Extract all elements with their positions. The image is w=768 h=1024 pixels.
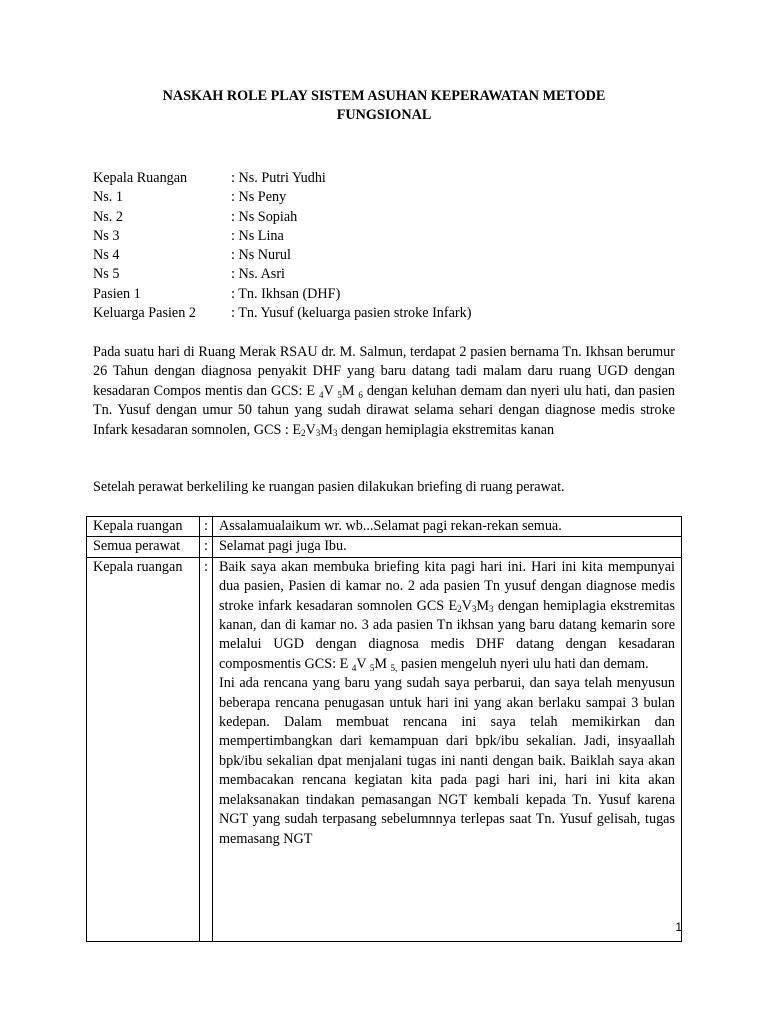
gcs-sub: 2 [457, 603, 462, 614]
dialog-row [87, 557, 682, 941]
page-number: 1 [675, 920, 682, 934]
cast-row [93, 285, 593, 304]
gcs-letter: M [320, 421, 333, 438]
cast-list [93, 169, 593, 323]
cast-row [93, 265, 593, 284]
speaker-cell: Kepala ruangan [87, 557, 200, 941]
cast-name: : Ns. Asri [231, 266, 285, 283]
speaker-cell: Kepala ruangan [87, 517, 200, 537]
cast-name: : Ns Sopiah [231, 208, 298, 225]
dialog-table [86, 516, 682, 942]
colon-cell: : [200, 517, 213, 537]
cast-row [93, 188, 593, 207]
title-line-2: FUNGSIONAL [336, 107, 432, 124]
gcs-sub: 3 [489, 603, 494, 614]
cast-role: Pasien 1 [93, 285, 141, 302]
gcs-letter: M [476, 597, 490, 614]
cast-role: Kepala Ruangan [93, 170, 188, 186]
cast-name: : Ns Peny [231, 189, 287, 206]
gcs-letter: V [461, 597, 472, 614]
dialog-row [87, 537, 682, 557]
gcs-letter: V [323, 382, 334, 399]
cast-row [93, 227, 593, 246]
gcs-sub: 5 [337, 389, 342, 400]
cast-role: Ns 5 [93, 266, 120, 283]
dialog-paragraph: Ini ada rencana yang baru yang sudah saya perbarui, dan saya telah menyusun beberapa rencana penugasan untuk hari ini yang akan berlaku sampai 3 bulan kedepan. Dalam membuat rencana ini saya telah memikirkan dan mempertimbangkan dari kemampuan dari bpk/ibu sekalian. Jadi, insyaallah bpk/ibu sekalian dpat menjalani tugas ini nanti dengan baik. Baiklah saya akan membacakan rencana kegiatan kita pada pagi hari ini, hari ini kita akan melaksanakan tindakan pemasangan NGT kembali kepada Tn. Yusuf karena NGT yang sudah terpasang sebelumnnya terlepas saat Tn. Yusuf gelisah, tugas memasang NGT [219, 675, 675, 847]
gcs-letter: M [341, 382, 355, 399]
cast-role: Ns 4 [93, 247, 120, 264]
dialog-text-b: dengan hemiplagia ekstremitas kanan, dan di kamar no. 3 ada pasien Tn ikhsan yang baru datang kemarin sore melalui UGD dengan diagnosa medis DHF datang dengan kesadaran composmentis GCS: E [219, 597, 675, 672]
gcs-sub: 3 [471, 603, 477, 614]
gcs-sub: 5, [390, 662, 398, 673]
scenario-text-a: Pada suatu hari di Ruang Merak RSAU dr. M. Salmun, terdapat 2 pasien bernama Tn. Ikhsan berumur 26 Tahun dengan diagnosa penyakit DHF yang baru datang tadi malam daru ruang UGD dengan kesadaran Compos mentis dan GCS: E [93, 344, 675, 399]
gcs-sub: 6 [358, 389, 363, 400]
colon-cell: : [200, 537, 213, 557]
dialog-text [213, 557, 682, 941]
cast-role: Ns. 1 [93, 189, 123, 206]
cast-name: : Tn. Ikhsan (DHF) [231, 285, 341, 302]
cast-name: : Tn. Yusuf (keluarga pasien stroke Infark) [231, 305, 472, 322]
cast-name: : Ns Nurul [231, 247, 291, 264]
dialog-paragraph [219, 558, 675, 674]
dialog-text: Selamat pagi juga Ibu. [213, 537, 682, 557]
cast-role: Keluarga Pasien 2 [93, 305, 196, 322]
dialog-text: Assalamualaikum wr. wb...Selamat pagi rekan-rekan semua. [213, 517, 682, 537]
gcs-sub: 5 [369, 662, 375, 673]
colon-cell: : [200, 557, 213, 941]
cast-name: : Ns Lina [231, 227, 284, 244]
cast-role: Ns 3 [93, 227, 120, 244]
speaker-cell: Semua perawat [87, 537, 200, 557]
gcs-sub: 4 [318, 389, 324, 400]
transition-paragraph: Setelah perawat berkeliling ke ruangan pasien dilakukan briefing di ruang perawat. [93, 479, 565, 495]
cast-role: Ns. 2 [93, 208, 123, 225]
gcs-sub: 2 [301, 427, 306, 438]
gcs-sub: 3 [315, 427, 321, 438]
cast-row [93, 208, 593, 227]
cast-row [93, 246, 593, 265]
title-line-1: NASKAH ROLE PLAY SISTEM ASUHAN KEPERAWATAN METODE [162, 88, 606, 104]
scenario-text-c: dengan hemiplagia ekstremitas kanan [340, 421, 555, 438]
cast-row [93, 169, 593, 188]
gcs-sub: 3 [332, 427, 338, 438]
cast-name: : Ns. Putri Yudhi [231, 170, 326, 186]
gcs-sub: 4 [351, 662, 357, 673]
document-title [120, 87, 648, 126]
gcs-letter: M [374, 655, 387, 672]
scenario-paragraph [93, 343, 675, 440]
dialog-text-c: pasien mengeluh nyeri ulu hati dan demam. [400, 655, 649, 672]
gcs-letter: V [305, 421, 316, 438]
scenario-text-b: dengan keluhan demam dan nyeri ulu hati, dan pasien Tn. Yusuf dengan umur 50 tahun yang sudah dirawat selama sehari dengan diagnose medis stroke Infark kesadaran somnolen, GCS : E [93, 382, 675, 438]
dialog-row [87, 517, 682, 537]
cast-row [93, 304, 593, 323]
dialog-text-a: Baik saya akan membuka briefing kita pagi hari ini. Hari ini kita mempunyai dua pasien, Pasien di kamar no. 2 ada pasien Tn yusuf dengan diagnose medis stroke infark kesadaran somnolen GCS E [219, 558, 675, 614]
gcs-letter: V [356, 655, 367, 672]
dialog-text-body [219, 558, 675, 941]
